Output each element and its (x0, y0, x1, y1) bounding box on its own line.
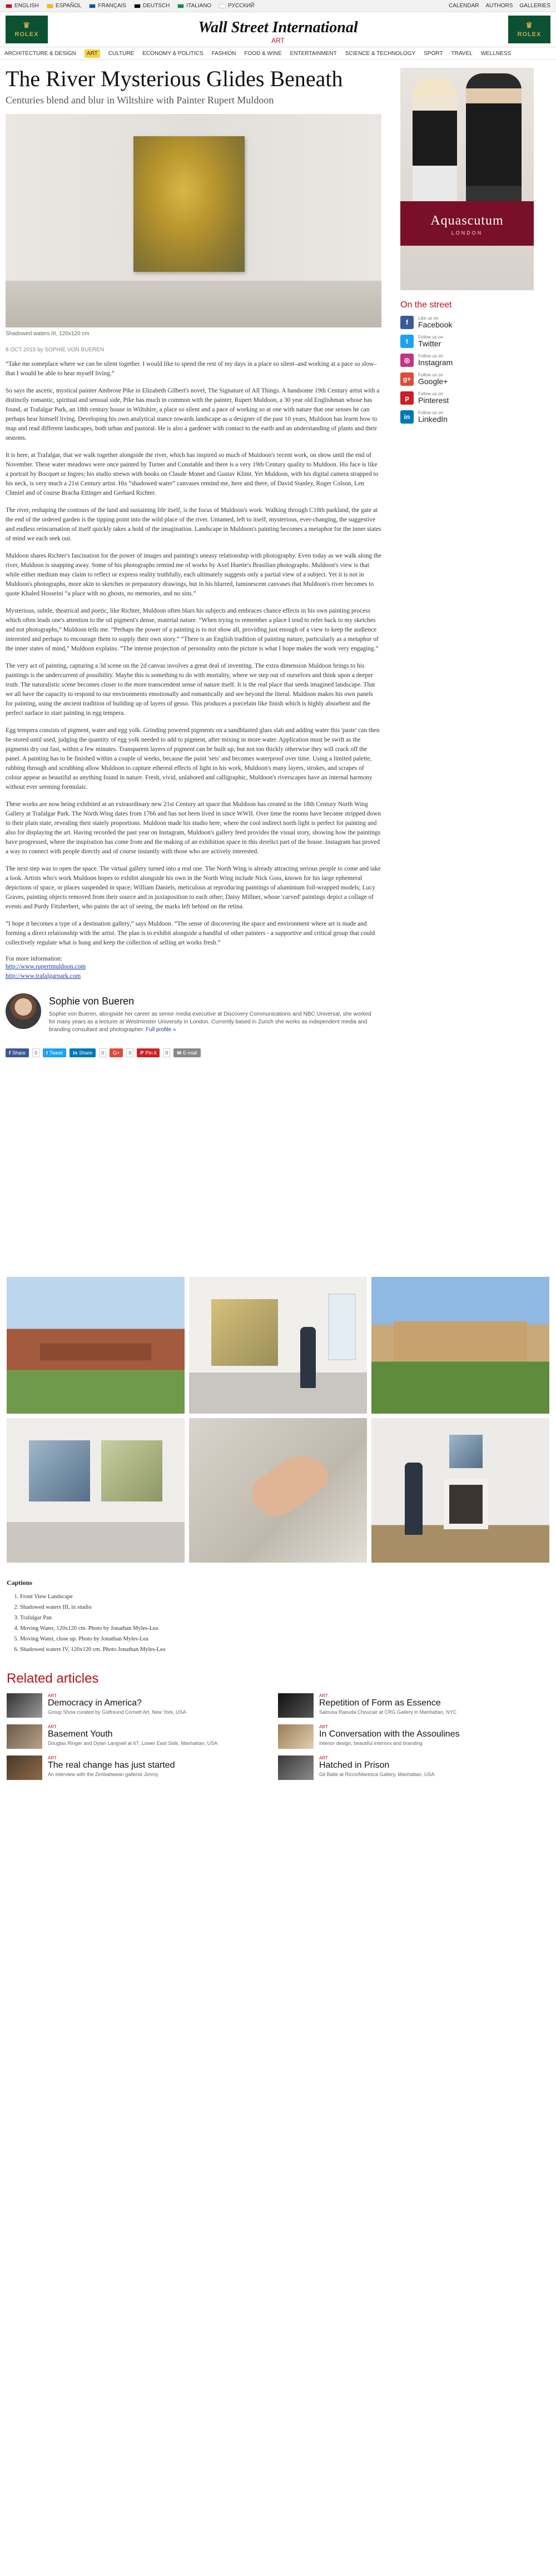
nav-food-wine[interactable]: FOOD & WINE (244, 50, 282, 57)
caption-item: 4. Moving Water, 120x120 cm. Photo by Jonathan Myles-Lea (20, 1623, 165, 1634)
full-profile-link[interactable]: Full profile » (146, 1027, 176, 1033)
gallery-photo-moving-water[interactable] (7, 1418, 185, 1563)
crown-icon: ♛ (525, 21, 533, 29)
rolex-ad-left[interactable]: ♛ ROLEX (6, 16, 48, 43)
flag-icon (134, 4, 141, 8)
crown-icon: ♛ (23, 21, 31, 29)
article-paragraph: Muldoon shares Richter's fascination for the power of images and painting's uneasy relationship with photography. Even today as we walk along the river, Muldoon is snapping away. Some of his photographs remind me of works by Axel Huette's Brasilian photographs. Muldoon's view is that while either medium may claim to reflect or express reality truthfully, each ultimately suggests only a partial view of a subject. Yet it is not in Muldoon's photographs, more akin to sketches or preparatory drawings, but in his blurred, luminescent canvases that Muldoon's river becomes to quote Khaled Hosseini “a place with no ghosts, no memories, and no sins.” (6, 553, 381, 597)
article-paragraph: These works are now being exhibited at an extraordinary new 21st Century art space that Muldoon has created in the 18th Century North Wing Gallery at Trafalgar Park. The North Wing dates from 1766 and has not been lived in since WWII. Over time the rooms have become stripped down to their plain state, revealing their stately proportions. Muldoon made his studio here, where the cool indirect north light is perfect for painting and also for displaying the art. Having recorded the past year on Instagram, Muldoon's gallery feed provides the visual story, showing how the paintings have progressed, where the inspiration has come from and the making of an exhibition space in this derelict part of the house. Instagram has proved a way to connect with people directly and of course instantly with those who are actively interested. (6, 801, 381, 855)
author-box (6, 993, 381, 1034)
section-label: ART (271, 37, 285, 44)
article-body (6, 360, 381, 981)
related-item[interactable]: ART Repetition of Form as Essence Salousa Raouda Choucair at CRG Gallery in Manhattan, NYC (278, 1693, 549, 1718)
gplus-share-button[interactable]: G+ (110, 1048, 123, 1057)
main-nav (0, 47, 556, 60)
aquascutum-ad[interactable] (400, 68, 534, 290)
galleries-link[interactable]: GALLERIES (519, 3, 550, 9)
nav-economy-politics[interactable]: ECONOMY & POLITICS (142, 50, 203, 57)
instagram-icon: ◎ (400, 354, 414, 367)
sidebar (400, 60, 534, 1057)
flag-icon (6, 4, 12, 8)
article-title: The River Mysterious Glides Beneath (6, 66, 343, 91)
language-french[interactable]: FRANÇAIS (89, 3, 126, 9)
author-bio: Sophie von Bueren, alongside her career as senior media executive at Discovery Communications and NBC Universal, she worked for many years as a lecturer at Westminster University in London. Currently based in Zurich she works as independent media and branding consultant and photographer. Full profile » (49, 1011, 371, 1033)
nav-science-technology[interactable]: SCIENCE & TECHNOLOGY (345, 50, 416, 57)
more-info-link[interactable]: http://www.trafalgarpark.com (6, 973, 81, 979)
nav-wellness[interactable]: WELLNESS (480, 50, 512, 57)
related-item[interactable]: ART The real change has just started An interview with the Zimbabwean gallerist Jimmy (7, 1756, 278, 1780)
article (6, 60, 381, 1057)
related-thumb (7, 1693, 42, 1718)
hero-painting (133, 136, 245, 272)
twitter-share-button[interactable]: t Tweet (43, 1048, 66, 1057)
article-paragraph: So says the ascetic, mystical painter Ambrose Pike in Elizabeth Gilbert's novel, The Signature of All Things. A handsome 19th Century artist with a distinctly romantic, spiritual and sensual side, Pike has much in common with the painter, Rupert Muldoon, a 30 year old Englishman whose has found, at Trafalgar Park, an 18th century house in Wiltshire, a place so silent and a pace of working so at one with nature that one senses he can perhaps hear himself living. Developing his own analytical stance towards landscape as a designer of the past 10 years, Muldoon has learnt how to map and read different landscapes, both urban and pastoral. He is also a gardener with contact to the earth and an understanding of plants and their seasons. (6, 387, 380, 441)
social-instagram[interactable]: ◎ Follow us on Instagram (400, 354, 534, 367)
article-paragraph: Egg tempera consists of pigment, water and egg yolk. Grinding powered pigments on a sandblasted glass slab and adding water this 'paste' can then be stored until used, judging the quantity of egg yolk needed to add to pigment, after mixing in more water. Application must be swift as the pigments dry out fast, within a few minutes. Transparent layers of pigment can be built up, but not too thickly otherwise they will crack off the panel. A painting has to be finished within a couple of weeks, because the paint 'sets' and becomes waterproof over time. Using a limited palette, rubbing through and scrubbing allow Muldoon to capture ethereal effects of light in his work, Muldoon's many layers, strokes, and scrapes of colour appear as beautiful as anything found in nature. Fresh, vivid, unlabored and calligraphic, Muldoon's riverscapes have an internal harmony without ever seeming formulaic. (6, 727, 380, 790)
facebook-icon: f (400, 316, 414, 329)
article-subtitle: Centuries blend and blur in Wiltshire with Painter Rupert Muldoon (6, 95, 274, 106)
caption-item: 5. Moving Water, close up. Photo by Jonathan Myles-Lea (20, 1634, 165, 1644)
twitter-icon: t (400, 335, 414, 348)
related-item[interactable]: ART Hatched in Prison Gil Batle at Ricco/Maresca Gallery, Manhattan, USA (278, 1756, 549, 1780)
ad-city: LONDON (451, 230, 483, 236)
pinterest-share-button[interactable]: P Pin it (137, 1048, 160, 1057)
gallery-photo-studio[interactable] (189, 1277, 367, 1414)
article-paragraph: Mysterious, subtle, theatrical and poetic, like Richter, Muldoon often blurs his subjects and embraces chance effects in his own painting process which often leads one's attention to the oil pigment's dense, material nature. “When trying to remember a place I tend to refer back to my sketches and not photographs,” Muldoon tells me. “Perhaps the power of a painting is to not show all, providing just enough of a view to keep the audience interested and perhaps to encourage them to supply their own story.” “There is an English tradition of painting nature, particularly as a metaphor of the inner states of mind,” Muldoon explains. “The intense projection of personality onto the picture is what I hope makes the work very engaging.” (6, 608, 379, 652)
nav-entertainment[interactable]: ENTERTAINMENT (290, 50, 337, 57)
nav-culture[interactable]: CULTURE (108, 50, 135, 57)
captions (7, 1579, 165, 1655)
ad-brand: Aquascutum (430, 213, 504, 228)
captions-heading: Captions (7, 1579, 33, 1587)
language-russian[interactable]: РУССКИЙ (219, 3, 254, 9)
social-facebook[interactable]: f Like us on Facebook (400, 316, 534, 329)
gallery-photo-close-up[interactable] (189, 1418, 367, 1563)
rolex-ad-right[interactable]: ♛ ROLEX (508, 16, 550, 43)
nav-sport[interactable]: SPORT (424, 50, 443, 57)
gallery-photo-front-view[interactable] (7, 1277, 185, 1414)
gallery-photo-shadowed-waters-iv[interactable] (371, 1418, 549, 1563)
more-info-heading: For more information: (6, 956, 62, 962)
gallery-photo-trafalgar-park[interactable] (371, 1277, 549, 1414)
email-icon: ✉ (177, 1050, 181, 1056)
linkedin-icon: in (400, 410, 414, 424)
language-list (6, 3, 255, 9)
language-spanish[interactable]: ESPAÑOL (47, 3, 82, 9)
social-linkedin[interactable]: in Follow us on LinkedIn (400, 410, 534, 424)
more-info-link[interactable]: http://www.rupertmuldoon.com (6, 963, 86, 970)
calendar-link[interactable]: CALENDAR (449, 3, 479, 9)
photo-gallery (7, 1277, 549, 1567)
article-paragraph: It is here, at Trafalgar, that we walk together alongside the river, which has inspired so much of Muldoon's recent work, on show until the end of November. These water meadows were once painted by Turner and Constable and there is a very 19th Century quality to Muldoon. His face is like a portrait by Bocquet or Ingres; his studio strewn with books on Claude Monet and Gustav Klimt. Yet Muldoon, with his digital camera strapped to his neck, is very much a 21st Century artist. His “shadowed water” canvases remind me, here and there, of David Stanley, Roger Colson, Len Chmiel and of course Bracha Ettinger and Gerhard Richter. (6, 452, 379, 496)
flag-icon (177, 4, 184, 8)
top-links (449, 3, 550, 9)
related-thumb (278, 1693, 314, 1718)
article-paragraph: “I hope it becomes a type of a destination gallery,” says Muldoon. “The sense of discovering the space and environment where art is made and forming a direct relationship with the artist. The plan is to exhibit alongside a handful of other painters - a supportive and critical group that could collectively regulate what is hung and keep the collection of selling art works fresh.” (6, 921, 375, 946)
social-twitter[interactable]: t Follow us on Twitter (400, 335, 534, 348)
related-heading: Related articles (7, 1671, 99, 1686)
email-share-button[interactable]: ✉ E-mail (173, 1048, 200, 1057)
pinterest-icon: p (400, 391, 414, 405)
related-item[interactable]: ART In Conversation with the Assoulines Interior design, beautiful interiors and branding (278, 1724, 549, 1749)
article-paragraph: The river, reshaping the contours of the land and sustaining life itself, is the focus of Muldoon's work. Walking through C18th parkland, the gate at the end of the ordered garden is the tipping point into the wild place of the river. Untamed, left to itself, mysterious, ever-changing, the suggestive and endless reincarnation of itself quickly takes a hold of the imagination. Landscape in Muldoon's painting becomes a metaphor for the inner states of mind we each seek out. (6, 507, 381, 542)
flag-icon (89, 4, 96, 8)
facebook-share-button[interactable]: f Share (6, 1048, 29, 1057)
hero-caption: Shadowed waters III, 120x120 cm (6, 331, 90, 337)
facebook-icon: f (9, 1050, 11, 1056)
related-item[interactable]: ART Democracy in America? Group Show curated by Gülfreund Cornett Art, New York, USA (7, 1693, 278, 1718)
twitter-icon: t (46, 1050, 48, 1056)
related-articles (7, 1671, 549, 1780)
language-german[interactable]: DEUTSCH (134, 3, 170, 9)
related-thumb (7, 1756, 42, 1780)
facebook-share-count: 0 (32, 1048, 39, 1057)
authors-link[interactable]: AUTHORS (485, 3, 513, 9)
social-pinterest[interactable]: p Follow us on Pinterest (400, 391, 534, 405)
on-the-street-heading: On the street (400, 300, 452, 310)
language-italian[interactable]: ITALIANO (177, 3, 211, 9)
language-english[interactable]: ENGLISH (6, 3, 39, 9)
article-paragraph: “Take me someplace where we can be silent together. I would like to spend the rest of my days in a place so silent–and working at a pace so slow–that I would be able to hear myself living.” (6, 361, 377, 377)
linkedin-icon: in (73, 1050, 78, 1056)
flag-icon (47, 4, 53, 8)
hero-image[interactable] (6, 114, 381, 327)
gplus-share-count: 0 (126, 1048, 133, 1057)
linkedin-share-count: 0 (99, 1048, 106, 1057)
nav-architecture-design[interactable]: ARCHITECTURE & DESIGN (4, 50, 76, 57)
language-bar (0, 0, 556, 12)
captions-list (7, 1592, 165, 1655)
caption-item: 3. Trafalgar Pan (20, 1613, 165, 1623)
caption-item: 2. Shadowed waters III, in studio (20, 1602, 165, 1613)
related-item[interactable]: ART Basement Youth Douglas Ringer and Dylan Langvell at 67, Lower East Side, Manhattan, USA (7, 1724, 278, 1749)
article-meta: 8 OCT 2015 by SOPHIE VON BUEREN (6, 347, 105, 353)
related-thumb (7, 1724, 42, 1749)
pinterest-share-count: 0 (163, 1048, 170, 1057)
site-logo[interactable]: Wall Street International (198, 19, 358, 36)
flag-icon (219, 4, 226, 8)
pinterest-icon: P (140, 1050, 144, 1056)
share-bar (6, 1048, 381, 1057)
caption-item: 6. Shadowed waters IV, 120x120 cm. Photo Jonathan Myles-Lea (20, 1644, 165, 1655)
caption-item: 1. Front View Landscape (20, 1592, 165, 1602)
nav-travel[interactable]: TRAVEL (451, 50, 473, 57)
social-googleplus[interactable]: g+ Follow us on Google+ (400, 372, 534, 386)
author-name[interactable]: Sophie von Bueren (49, 996, 135, 1007)
googleplus-icon: g+ (400, 372, 414, 386)
nav-art[interactable]: ART (85, 49, 100, 58)
author-text (49, 993, 371, 1034)
linkedin-share-button[interactable]: in Share (70, 1048, 96, 1057)
related-thumb (278, 1756, 314, 1780)
nav-fashion[interactable]: FASHION (211, 50, 236, 57)
site-header (0, 12, 556, 47)
content-wrap (0, 60, 556, 1057)
related-thumb (278, 1724, 314, 1749)
avatar[interactable] (6, 993, 41, 1029)
hero-floor (6, 281, 381, 327)
article-paragraph: The next step was to open the space. The virtual gallery turned into a real one. The North Wing is already attracting serious people to come and take a look. Artists who's work Muldoon hopes to exhibit alongside his own in the North Wing include Nick Goss, known for his large ephemeral depictions of space, or places suspended in space; William Daniels, meticulous at reproducing paintings of aluminium foil-wrapped models; Lucy Graves, painting objects removed from their source and in juxtaposition to each other; Daisy Millner, whose 'carved' paintings depict a collage of events and Purdy Fitzherbert, who paints the act of seeing, the marks left behind on the retina. (6, 866, 381, 910)
article-paragraph: The very act of painting, capturing a 3d scene on the 2d canvas involves a great deal of inventing. The extra dimension Muldoon brings to his paintings is the undercurrent of possibility. Maybe this is something to do with mortality, where we step out of ourselves and think upon a deeper truth. The naturalistic scene becomes closer to the more transcendent sense of nature itself. It is the real place that seeds imagined landscape. That we all have the capacity to respond to our environments emotionally and romantically and see beyond the literal. Muldoon makes his own panels for painting, using the ancient tradition of building up of layers of gesso. This produces a porcelain like finish which is highly absorbent and the perfect surface to start painting in egg tempera. (6, 663, 375, 717)
